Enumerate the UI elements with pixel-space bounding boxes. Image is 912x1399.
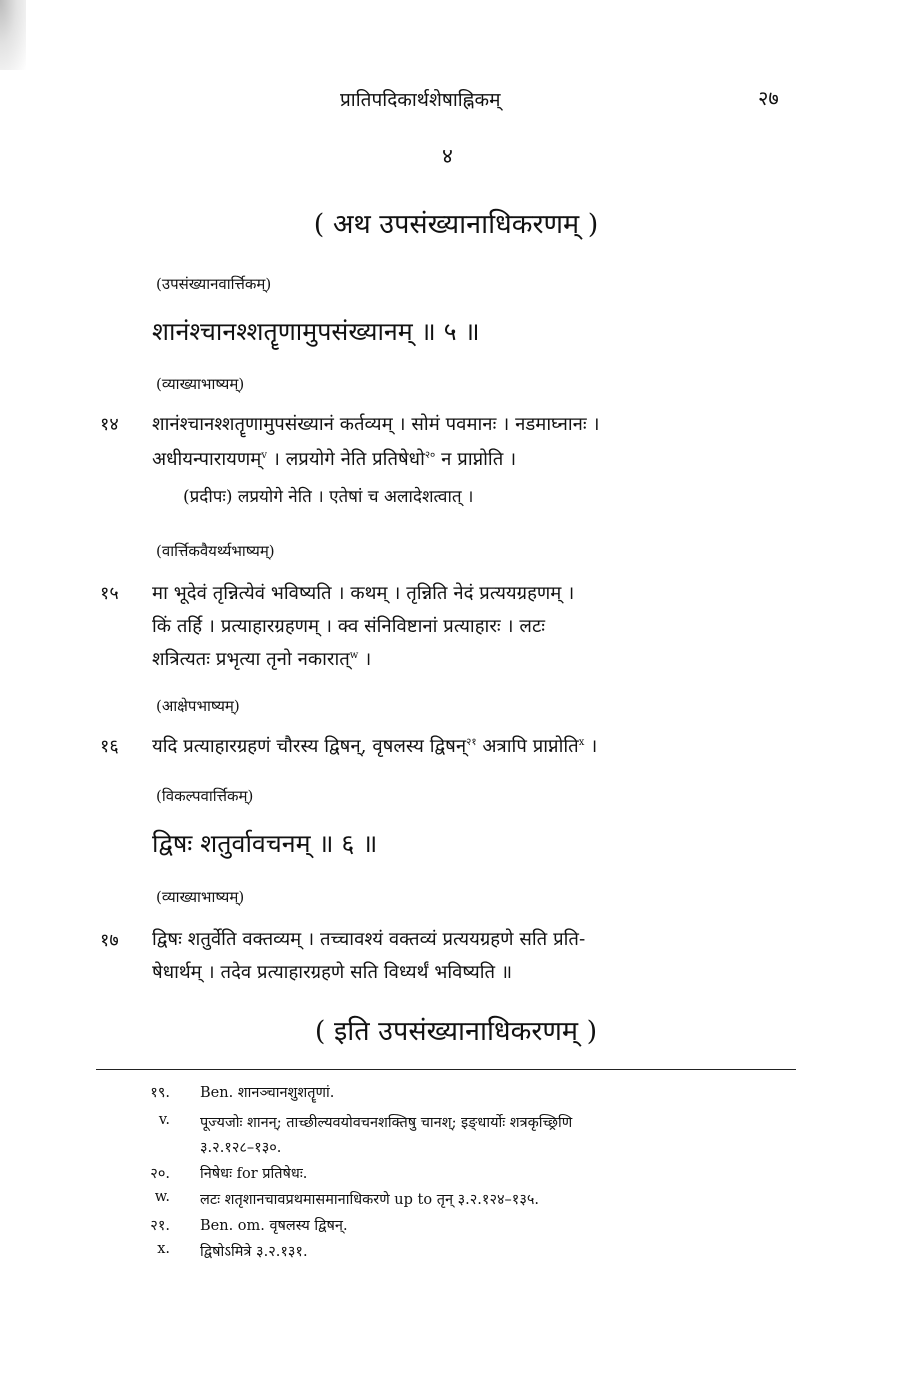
paragraph-number-14: १४ xyxy=(100,414,119,435)
footnote-ref-w: w xyxy=(349,649,359,661)
paragraph-number-16: १६ xyxy=(100,736,119,757)
para-14-line-2-a: अधीयन्पारायणम् xyxy=(152,449,262,470)
footnote-text: द्विषोऽमित्रे ३.२.१३१. xyxy=(200,1244,308,1260)
para-14-line-1: शानंश्चानश्शतॄणामुपसंख्यानं कर्तव्यम् । सोमं पवमानः । नडमाघ्नानः । xyxy=(152,414,600,435)
label-upasankhyana-vartika: (उपसंख्यानवार्त्तिकम्) xyxy=(156,275,272,293)
section-title: ( अथ उपसंख्यानाधिकरणम् ) xyxy=(313,209,599,240)
para-15-line-3-b: । xyxy=(358,649,372,670)
para-17-line-2: षेधार्थम् । तदेव प्रत्याहारग्रहणे सति विध्यर्थं भविष्यति ॥ xyxy=(152,962,513,983)
para-15-line-3 xyxy=(152,646,371,671)
label-vyakhya-bhashya-2: (व्याख्याभाष्यम्) xyxy=(156,888,245,906)
closing-title: ( इति उपसंख्यानाधिकरणम् ) xyxy=(314,1016,598,1047)
para-16-line-1-a: यदि प्रत्याहारग्रहणं चौरस्य द्विषन्, वृषलस्य द्विषन् xyxy=(152,736,467,757)
footnote-ref-x: x xyxy=(578,736,585,748)
footnote-key: v. xyxy=(158,1112,170,1128)
label-vikalpa-vartika: (विकल्पवार्त्तिकम्) xyxy=(156,787,254,805)
para-16-line-1-b: अत्रापि प्राप्नोति xyxy=(476,736,579,757)
label-akshepa-bhashya: (आक्षेपभाष्यम्) xyxy=(156,697,240,715)
para-16-line-1 xyxy=(152,733,597,758)
para-15-line-3-a: शत्रित्यतः प्रभृत्या तृनो नकारात् xyxy=(152,649,350,670)
pradipa-commentary: (प्रदीपः) लप्रयोगे नेति । एतेषां च अलादेशत्वात् । xyxy=(183,487,474,507)
footnote-text: Ben. om. वृषलस्य द्विषन्. xyxy=(200,1218,348,1234)
footnote-key: x. xyxy=(157,1241,170,1257)
label-vartika-vaiyarthya-bhashya: (वार्त्तिकवैयर्थ्यभाष्यम्) xyxy=(156,542,275,560)
footnote-divider xyxy=(96,1069,796,1070)
footnote-key: २१. xyxy=(150,1218,170,1234)
paragraph-number-17: १७ xyxy=(100,930,119,951)
footnote-text: ३.२.१२८–१३०. xyxy=(200,1140,282,1156)
footnote-text: Ben. शानञ्चानशुशतॄणां. xyxy=(200,1085,335,1101)
vartika-6: द्विषः शतुर्वावचनम् ॥ ६ ॥ xyxy=(152,829,378,858)
footnote-text: लटः शतृशानचावप्रथमासमानाधिकरणे up to तृन् ३.२.१२४–१३५. xyxy=(200,1192,540,1208)
para-16-line-1-c: । xyxy=(584,736,598,757)
footnote-key: w. xyxy=(154,1189,170,1205)
para-17-line-1: द्विषः शतुर्वेति वक्तव्यम् । तच्चावश्यं वक्तव्यं प्रत्ययग्रहणे सति प्रति- xyxy=(152,929,586,950)
footnote-text: निषेधः for प्रतिषेधः. xyxy=(200,1166,308,1182)
scan-edge-shadow xyxy=(0,0,26,70)
footnote-text: पूज्यजोः शानन्; ताच्छील्यवयोवचनशक्तिषु चानश्; इङ्धार्योः शत्रकृच्छ्रिणि xyxy=(200,1115,573,1131)
para-15-line-2: किं तर्हि । प्रत्याहारग्रहणम् । क्व संनिविष्टानां प्रत्याहारः । लटः xyxy=(152,616,546,637)
page-number: २७ xyxy=(758,86,779,110)
running-head: प्रातिपदिकार्थशेषाह्निकम् xyxy=(340,89,501,111)
vartika-5: शानंश्चानश्शतॄणामुपसंख्यानम् ॥ ५ ॥ xyxy=(152,317,480,346)
paragraph-number-15: १५ xyxy=(100,583,119,604)
section-number: ४ xyxy=(442,144,453,168)
label-vyakhya-bhashya-1: (व्याख्याभाष्यम्) xyxy=(156,375,245,393)
para-14-line-2 xyxy=(152,446,516,471)
footnote-ref-v: v xyxy=(261,449,267,461)
footnote-key: १९. xyxy=(150,1085,170,1101)
para-14-line-2-b: । लप्रयोगे नेति प्रतिषेधो xyxy=(266,449,425,470)
para-15-line-1: मा भूदेवं तृन्नित्येवं भविष्यति । कथम् । तृन्निति नेदं प्रत्ययग्रहणम् । xyxy=(152,583,575,604)
footnote-ref-20: २० xyxy=(424,449,436,461)
footnote-key: २०. xyxy=(150,1166,170,1182)
para-14-line-2-c: न प्राप्नोति । xyxy=(435,449,517,470)
footnote-ref-21: २१ xyxy=(466,736,477,748)
